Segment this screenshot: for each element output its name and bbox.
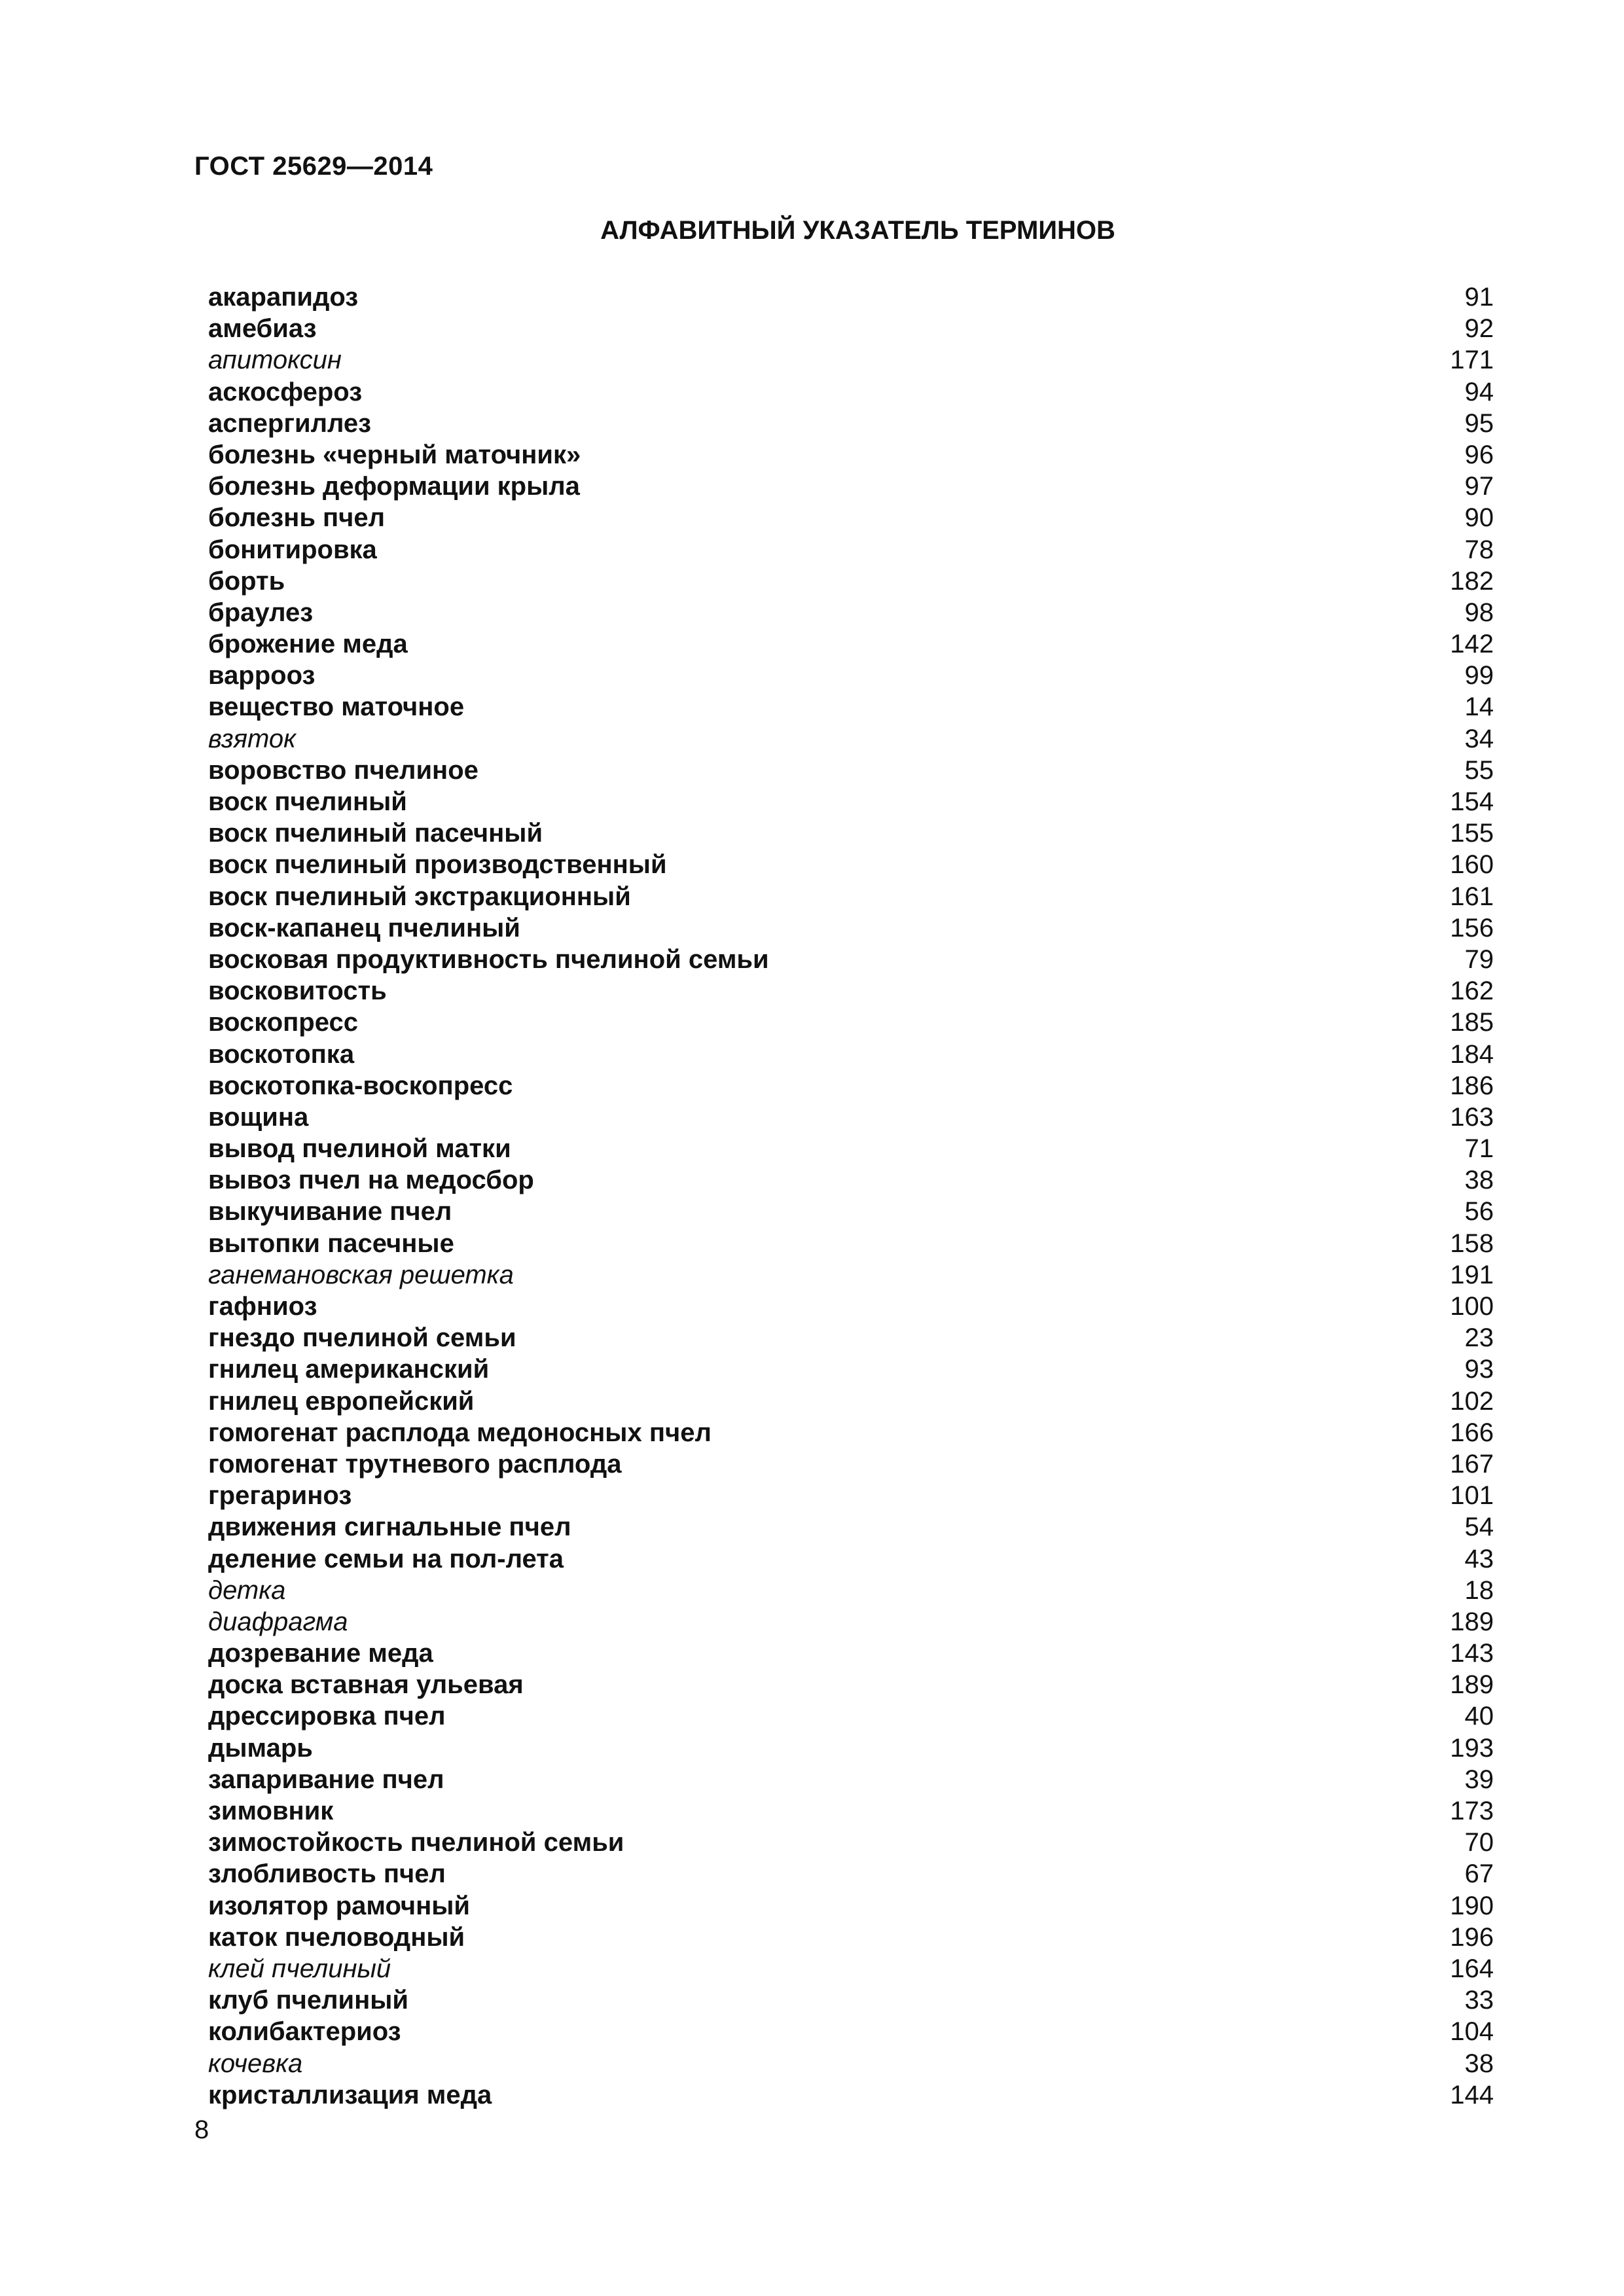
index-term: дозревание меда (208, 1639, 433, 1668)
index-entry (208, 1511, 1494, 1543)
index-entry (208, 1922, 1494, 1953)
index-page-ref: 158 (1450, 1229, 1494, 1258)
index-term: детка (208, 1575, 286, 1605)
index-term: воск пчелиный (208, 787, 407, 816)
index-term: воск пчелиный производственный (208, 850, 667, 880)
index-term: запаривание пчел (208, 1765, 444, 1794)
index-term: кристаллизация меда (208, 2080, 492, 2109)
index-page-ref: 142 (1450, 630, 1494, 659)
index-page-ref: 23 (1464, 1323, 1494, 1353)
index-entry (208, 1890, 1494, 1922)
index-term: болезнь «черный маточник» (208, 440, 581, 469)
index-term: изолятор рамочный (208, 1891, 471, 1920)
index-term: болезнь деформации крыла (208, 472, 580, 501)
index-term: зимостойкость пчелиной семьи (208, 1828, 624, 1857)
index-term: вывод пчелиной матки (208, 1134, 511, 1164)
index-entry (208, 2016, 1494, 2047)
index-page-ref: 182 (1450, 566, 1494, 596)
index-page-ref: 67 (1464, 1859, 1494, 1889)
index-page-ref: 191 (1450, 1260, 1494, 1289)
index-entry (208, 1858, 1494, 1890)
index-term: аспергиллез (208, 408, 372, 438)
index-term: воскотопка-воскопресс (208, 1071, 513, 1100)
index-term: вощина (208, 1102, 309, 1132)
index-entry (208, 817, 1494, 849)
index-term: ганемановская решетка (208, 1260, 514, 1289)
index-page-ref: 18 (1464, 1575, 1494, 1605)
index-page-ref: 92 (1464, 314, 1494, 344)
index-term: колибактериоз (208, 2017, 401, 2047)
index-page-ref: 160 (1450, 850, 1494, 880)
index-page-ref: 162 (1450, 977, 1494, 1006)
index-term: варрооз (208, 661, 316, 691)
index-entry (208, 1984, 1494, 2016)
index-entry (208, 597, 1494, 628)
index-entry (208, 471, 1494, 502)
index-page-ref: 98 (1464, 598, 1494, 627)
index-term: воск пчелиный пасечный (208, 819, 543, 848)
index-entry (208, 1764, 1494, 1795)
index-entry (208, 1259, 1494, 1291)
index-page-ref: 161 (1450, 882, 1494, 911)
term-index-list (208, 281, 1494, 2111)
index-entry (208, 1953, 1494, 1984)
index-term: воровство пчелиное (208, 755, 478, 785)
index-page-ref: 71 (1464, 1134, 1494, 1164)
index-term: вывоз пчел на медосбор (208, 1166, 534, 1195)
index-term: диафрагма (208, 1607, 348, 1636)
index-term: движения сигнальные пчел (208, 1513, 571, 1542)
index-entry (208, 344, 1494, 376)
index-term: акарапидоз (208, 283, 359, 312)
index-term: дрессировка пчел (208, 1702, 446, 1731)
index-entry (208, 1164, 1494, 1196)
index-entry (208, 881, 1494, 912)
index-page-ref: 38 (1464, 2049, 1494, 2078)
index-page-ref: 90 (1464, 503, 1494, 533)
index-entry (208, 660, 1494, 691)
index-term: воск-капанец пчелиный (208, 913, 520, 942)
index-page-ref: 38 (1464, 1166, 1494, 1195)
index-entry (208, 313, 1494, 344)
index-term: вещество маточное (208, 692, 465, 722)
index-page-ref: 143 (1450, 1639, 1494, 1668)
index-entry (208, 628, 1494, 660)
index-page-ref: 155 (1450, 819, 1494, 848)
index-entry (208, 376, 1494, 408)
index-entry (208, 1480, 1494, 1511)
index-page-ref: 104 (1450, 2017, 1494, 2047)
index-page-ref: 97 (1464, 472, 1494, 501)
index-entry (208, 565, 1494, 597)
index-page-ref: 93 (1464, 1355, 1494, 1384)
index-entry (208, 723, 1494, 755)
index-page-ref: 96 (1464, 440, 1494, 469)
index-term: доска вставная ульевая (208, 1670, 524, 1700)
index-page-ref: 101 (1450, 1481, 1494, 1511)
index-entry (208, 1007, 1494, 1038)
index-entry (208, 1354, 1494, 1385)
index-page-ref: 34 (1464, 724, 1494, 753)
index-entry (208, 2079, 1494, 2111)
page-number: 8 (194, 2115, 209, 2144)
index-page-ref: 167 (1450, 1449, 1494, 1479)
index-entry (208, 408, 1494, 439)
index-entry (208, 944, 1494, 975)
index-term: выкучивание пчел (208, 1197, 452, 1227)
index-page-ref: 166 (1450, 1418, 1494, 1447)
index-term: гомогенат расплода медоносных пчел (208, 1418, 712, 1447)
index-entry (208, 1070, 1494, 1102)
index-page-ref: 190 (1450, 1891, 1494, 1920)
document-header: ГОСТ 25629—2014 (194, 152, 433, 181)
index-term: взяток (208, 724, 296, 753)
index-page-ref: 154 (1450, 787, 1494, 816)
index-page-ref: 99 (1464, 661, 1494, 691)
index-page-ref: 39 (1464, 1765, 1494, 1794)
index-page-ref: 78 (1464, 535, 1494, 564)
index-term: воскотопка (208, 1039, 355, 1069)
index-term: амебиаз (208, 314, 317, 344)
index-entry (208, 1386, 1494, 1417)
index-entry (208, 1322, 1494, 1354)
index-entry (208, 1827, 1494, 1858)
index-entry (208, 534, 1494, 565)
index-entry (208, 502, 1494, 533)
index-page-ref: 70 (1464, 1828, 1494, 1857)
index-term: гнездо пчелиной семьи (208, 1323, 516, 1353)
index-page-ref: 144 (1450, 2080, 1494, 2109)
index-page-ref: 102 (1450, 1386, 1494, 1416)
index-entry (208, 281, 1494, 313)
index-term: браулез (208, 598, 314, 627)
index-page-ref: 33 (1464, 1986, 1494, 2015)
index-page-ref: 173 (1450, 1797, 1494, 1825)
index-page-ref: 184 (1450, 1039, 1494, 1069)
index-page-ref: 193 (1450, 1733, 1494, 1763)
index-term: восковая продуктивность пчелиной семьи (208, 944, 769, 974)
index-entry (208, 849, 1494, 880)
index-page-ref: 43 (1464, 1544, 1494, 1573)
index-page-ref: 91 (1464, 283, 1494, 312)
index-term: апитоксин (208, 346, 342, 375)
index-page-ref: 56 (1464, 1197, 1494, 1227)
index-term: гнилец европейский (208, 1386, 475, 1416)
index-title: АЛФАВИТНЫЙ УКАЗАТЕЛЬ ТЕРМИНОВ (600, 216, 1115, 245)
index-term: брожение меда (208, 630, 408, 659)
index-entry (208, 2048, 1494, 2079)
index-entry (208, 975, 1494, 1007)
index-term: клуб пчелиный (208, 1986, 408, 2015)
index-entry (208, 691, 1494, 723)
index-term: гнилец американский (208, 1355, 490, 1384)
index-term: гафниоз (208, 1292, 317, 1321)
index-entry (208, 1102, 1494, 1133)
index-entry (208, 1448, 1494, 1480)
index-page-ref: 54 (1464, 1513, 1494, 1542)
index-page-ref: 95 (1464, 408, 1494, 438)
index-term: воскопресс (208, 1008, 358, 1037)
index-page-ref: 164 (1450, 1954, 1494, 1983)
index-page-ref: 156 (1450, 913, 1494, 942)
index-page-ref: 163 (1450, 1102, 1494, 1132)
index-term: злобливость пчел (208, 1859, 446, 1889)
index-entry (208, 1669, 1494, 1700)
index-entry (208, 1575, 1494, 1606)
index-term: гомогенат трутневого расплода (208, 1449, 622, 1479)
index-page-ref: 14 (1464, 692, 1494, 722)
index-term: деление семьи на пол-лета (208, 1544, 564, 1573)
index-page-ref: 55 (1464, 755, 1494, 785)
index-page-ref: 196 (1450, 1922, 1494, 1952)
index-term: восковитость (208, 977, 387, 1006)
index-entry (208, 1291, 1494, 1322)
index-term: болезнь пчел (208, 503, 386, 533)
index-entry (208, 1196, 1494, 1227)
index-page-ref: 100 (1450, 1292, 1494, 1321)
index-term: каток пчеловодный (208, 1922, 465, 1952)
index-entry (208, 1228, 1494, 1259)
index-term: дымарь (208, 1733, 313, 1763)
index-page-ref: 79 (1464, 944, 1494, 974)
index-term: вытопки пасечные (208, 1229, 454, 1258)
index-entry (208, 439, 1494, 471)
index-entry (208, 755, 1494, 786)
index-entry (208, 1417, 1494, 1448)
index-term: кочевка (208, 2049, 303, 2078)
index-entry (208, 912, 1494, 944)
index-page-ref: 40 (1464, 1702, 1494, 1731)
index-page-ref: 185 (1450, 1008, 1494, 1037)
index-term: бонитировка (208, 535, 377, 564)
index-term: борть (208, 566, 285, 596)
index-entry (208, 1133, 1494, 1164)
index-entry (208, 786, 1494, 817)
index-entry (208, 1638, 1494, 1669)
index-page-ref: 189 (1450, 1670, 1494, 1700)
index-term: аскосфероз (208, 377, 363, 406)
index-page-ref: 189 (1450, 1607, 1494, 1636)
index-page-ref: 186 (1450, 1071, 1494, 1100)
index-page-ref: 94 (1464, 377, 1494, 406)
index-term: воск пчелиный экстракционный (208, 882, 631, 911)
index-term: зимовник (208, 1797, 334, 1825)
index-entry (208, 1732, 1494, 1764)
index-term: грегариноз (208, 1481, 352, 1511)
index-entry (208, 1700, 1494, 1732)
index-page-ref: 171 (1450, 346, 1494, 375)
index-entry (208, 1543, 1494, 1575)
index-entry (208, 1606, 1494, 1638)
index-entry (208, 1039, 1494, 1070)
index-entry (208, 1795, 1494, 1827)
index-term: клей пчелиный (208, 1954, 391, 1983)
